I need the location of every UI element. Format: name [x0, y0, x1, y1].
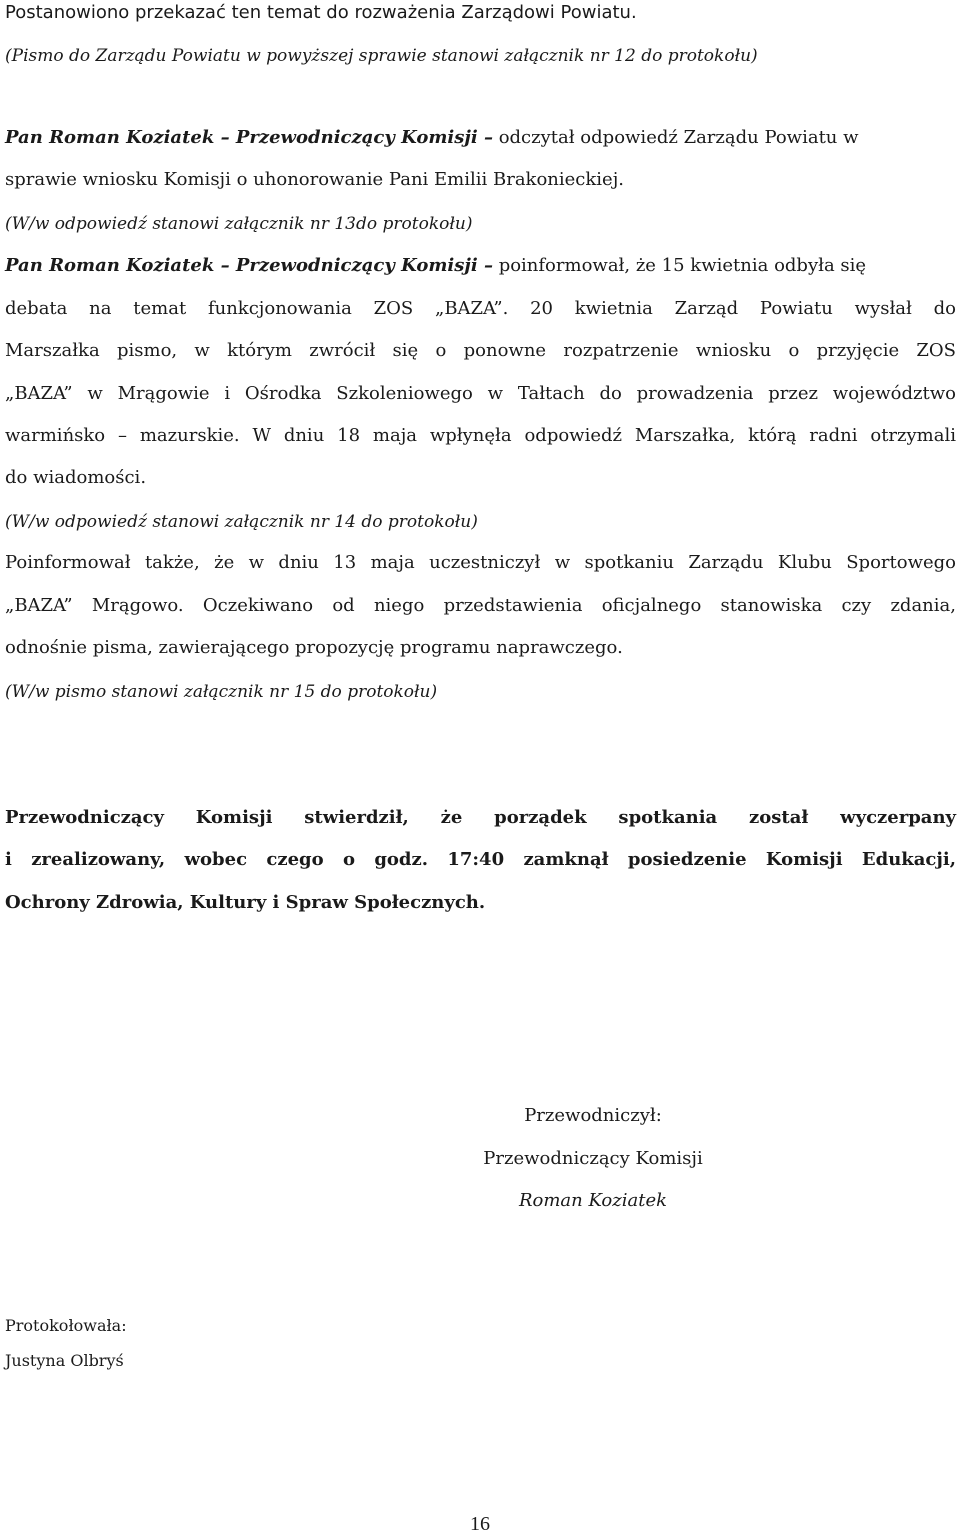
attachment-note: (W/w pismo stanowi załącznik nr 15 do protokołu) — [5, 682, 438, 702]
paragraph-line: sprawie wniosku Komisji o uhonorowanie Pani Emilii Brakonieckiej. — [5, 169, 624, 190]
page-number: 16 — [470, 1513, 490, 1535]
signature-role: Przewodniczący Komisji — [483, 1148, 703, 1169]
paragraph-line: odnośnie pisma, zawierającego propozycję programu naprawczego. — [5, 637, 623, 658]
paragraph-line — [5, 126, 956, 150]
signature-name: Roman Koziatek — [518, 1190, 668, 1211]
minutes-taker-label: Protokołowała: — [5, 1316, 127, 1335]
paragraph-line: Poinformował także, że w dniu 13 maja uczestniczył w spotkaniu Zarządu Klubu Sportowego — [5, 552, 956, 573]
paragraph-line: Postanowiono przekazać ten temat do rozważenia Zarządowi Powiatu. — [5, 2, 637, 23]
paragraph-line: do wiadomości. — [5, 467, 147, 488]
closing-statement-line: Przewodniczący Komisji stwierdził, że porządek spotkania został wyczerpany — [5, 807, 956, 828]
attachment-note: (Pismo do Zarządu Powiatu w powyższej sprawie stanowi załącznik nr 12 do protokołu) — [5, 46, 758, 66]
paragraph-line: Marszałka pismo, w którym zwrócił się o ponowne rozpatrzenie wniosku o przyjęcie ZOS — [5, 340, 956, 361]
signature-presided-label: Przewodniczył: — [524, 1105, 662, 1126]
attachment-note: (W/w odpowiedź stanowi załącznik nr 13do protokołu) — [5, 214, 473, 234]
paragraph-line — [5, 254, 956, 278]
paragraph-text: poinformował, że 15 kwietnia odbyła się — [492, 255, 867, 276]
paragraph-line: debata na temat funkcjonowania ZOS „BAZA”. 20 kwietnia Zarząd Powiatu wysłał do — [5, 298, 956, 319]
paragraph-line: „BAZA” w Mrągowie i Ośrodka Szkoleniowego w Tałtach do prowadzenia przez województwo — [5, 383, 956, 404]
attachment-note: (W/w odpowiedź stanowi załącznik nr 14 do protokołu) — [5, 512, 478, 532]
speaker-name: Pan Roman Koziatek – Przewodniczący Komisji – — [5, 255, 493, 276]
closing-statement-line: Ochrony Zdrowia, Kultury i Spraw Społecznych. — [5, 892, 486, 913]
speaker-name: Pan Roman Koziatek – Przewodniczący Komisji – — [5, 127, 493, 148]
minutes-taker-name: Justyna Olbryś — [5, 1351, 124, 1370]
paragraph-line: „BAZA” Mrągowo. Oczekiwano od niego przedstawienia oficjalnego stanowiska czy zdania, — [5, 595, 956, 616]
paragraph-text: odczytał odpowiedź Zarządu Powiatu w — [492, 127, 859, 148]
paragraph-line: warmińsko – mazurskie. W dniu 18 maja wpłynęła odpowiedź Marszałka, którą radni otrzymali — [5, 425, 956, 446]
closing-statement-line: i zrealizowany, wobec czego o godz. 17:40 zamknął posiedzenie Komisji Edukacji, — [5, 849, 956, 870]
